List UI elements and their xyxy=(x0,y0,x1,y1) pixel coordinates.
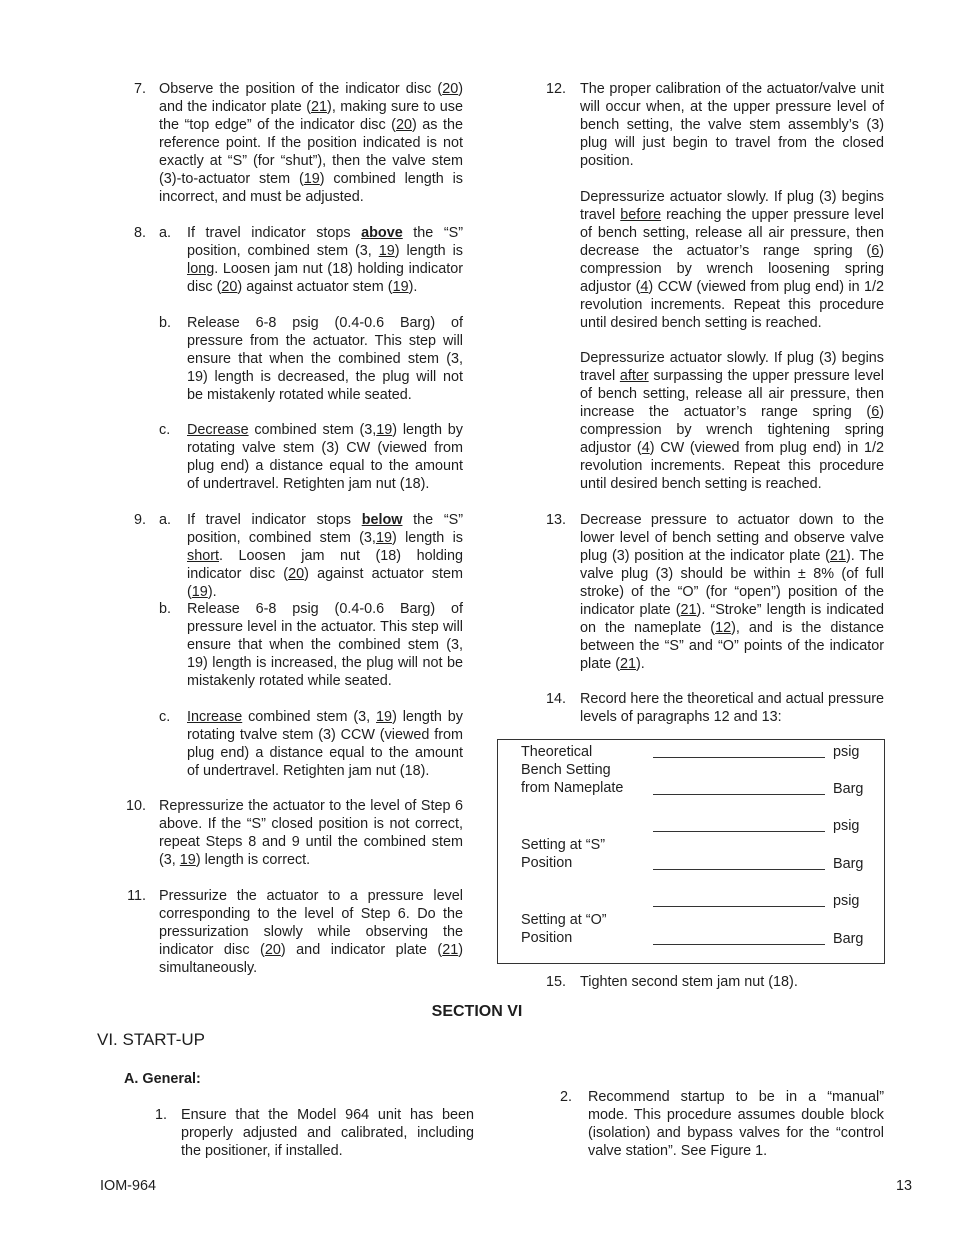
step-8a-text: If travel indicator stops above the “S” position, combined stem (3, 19) length is long. Loosen jam nut (18) holding indicator disc (20) against actuator stem (19). xyxy=(187,225,464,295)
step-12-para-2: Depressurize actuator slowly. If plug (3) begins travel before reaching the upper pressure level of bench setting, release all air pressure, then decrease the actuator’s range spring (6) compression by wrench loosening spring adjustor (4) CCW (viewed from plug end) in 1/2 revolution increments. Repeat this procedure until desired bench setting is reached. xyxy=(580,189,884,331)
setting-s-label: Setting at “S” Position xyxy=(521,837,605,871)
step-number: 15. xyxy=(545,974,566,990)
unit-label: Barg xyxy=(833,781,864,797)
sub-label: a. xyxy=(159,512,172,528)
psig-blank-line[interactable] xyxy=(653,757,825,758)
barg-blank-line[interactable] xyxy=(653,869,825,870)
step-12-para-1: The proper calibration of the actuator/valve unit will occur when, at the upper pressure level of bench setting, the valve stem assembly’s (3) plug will just begin to travel from the closed position. xyxy=(580,81,884,169)
step-13-text: Decrease pressure to actuator down to the lower level of bench setting and observe valve plug (3) position at the indicator plate (21). The valve plug (3) should be within ± 8% (of full stroke) of the “O” (for “open”) position of the indicator plate (21). “Stroke” length is indicated on the nameplate (12), and is the distance between the “S” and “O” points of the indicator plate (21). xyxy=(580,512,884,672)
section-heading: VI. START-UP xyxy=(97,1030,206,1049)
step-9b-text: Release 6-8 psig (0.4-0.6 Barg) of pressure level in the actuator. This step will ensure that when the combined stem (3, 19) length is increased, the plug will not be mistakenly rotated while seated. xyxy=(187,601,463,689)
setting-o-label: Setting at “O” Position xyxy=(521,912,607,946)
step-15-text: Tighten second stem jam nut (18). xyxy=(580,974,798,990)
startup-step-2-text: Recommend startup to be in a “manual” mode. This procedure assumes double block (isolation) and bypass valves for the “control valve station”. See Figure 1. xyxy=(588,1089,884,1159)
step-number: 8. xyxy=(133,225,146,241)
step-8c-text: Decrease combined stem (3,19) length by rotating valve stem (3) CW (viewed from plug end) a distance equal to the amount of undertravel. Retighten jam nut (18). xyxy=(187,422,464,492)
section-title: SECTION VI xyxy=(431,1003,523,1020)
theoretical-label: Theoretical Bench Setting from Nameplate xyxy=(521,744,624,796)
step-8b-text: Release 6-8 psig (0.4-0.6 Barg) of pressure from the actuator. This step will ensure that when the combined stem (3, 19) length is decreased, the plug will not be mistakenly rotated while seated. xyxy=(187,315,463,403)
sub-label: b. xyxy=(159,315,172,331)
sub-label: c. xyxy=(159,422,171,438)
page-number: 13 xyxy=(895,1178,912,1194)
step-number: 11. xyxy=(127,888,146,904)
unit-label: Barg xyxy=(833,931,864,947)
step-11-text: Pressurize the actuator to a pressure level corresponding to the level of Step 6. Do the pressurization slowly while observing the indicator disc (20) and indicator plate (21) simultaneously. xyxy=(159,888,463,976)
unit-label: psig xyxy=(833,818,860,834)
step-12-para-3: Depressurize actuator slowly. If plug (3) begins travel after surpassing the upper pressure level of bench setting, release all air pressure, then increase the actuator’s range spring (6) compression by wrench tightening spring adjustor (4) CW (viewed from plug end) in 1/2 revolution increments. Repeat this procedure until desired bench setting is reached. xyxy=(580,350,884,492)
step-number: 1. xyxy=(154,1107,167,1123)
barg-blank-line[interactable] xyxy=(653,794,825,795)
unit-label: psig xyxy=(833,893,860,909)
unit-label: psig xyxy=(833,744,860,760)
step-number: 9. xyxy=(133,512,146,528)
psig-blank-line[interactable] xyxy=(653,831,825,832)
sub-label: a. xyxy=(159,225,172,241)
step-number: 14. xyxy=(545,691,566,707)
step-number: 12. xyxy=(545,81,566,97)
unit-label: Barg xyxy=(833,856,864,872)
step-14-text: Record here the theoretical and actual pressure levels of paragraphs 12 and 13: xyxy=(580,691,884,725)
psig-blank-line[interactable] xyxy=(653,906,825,907)
startup-step-1-text: Ensure that the Model 964 unit has been properly adjusted and calibrated, including the positioner, if installed. xyxy=(181,1107,474,1159)
step-number: 13. xyxy=(545,512,566,528)
subsection-heading: A. General: xyxy=(124,1071,201,1087)
pressure-record-box xyxy=(497,739,885,964)
step-10-text: Repressurize the actuator to the level of Step 6 above. If the “S” closed position is not correct, repeat Steps 8 and 9 until the combined stem (3, 19) length is correct. xyxy=(159,798,463,868)
step-number: 7. xyxy=(133,81,146,97)
step-number: 2. xyxy=(559,1089,572,1105)
sub-label: b. xyxy=(159,601,172,617)
step-7-text: Observe the position of the indicator disc (20) and the indicator plate (21), making sure to use the “top edge” of the indicator disc (20) as the reference point. If the position indicated is not exactly at “S” (for “shut”), then the valve stem (3)-to-actuator stem (19) combined length is incorrect, and must be adjusted. xyxy=(159,81,464,205)
document-id: IOM-964 xyxy=(100,1178,156,1194)
step-9a-text: If travel indicator stops below the “S” position, combined stem (3,19) length is short. Loosen jam nut (18) holding indicator disc (20) against actuator stem (19). xyxy=(187,512,464,600)
barg-blank-line[interactable] xyxy=(653,944,825,945)
step-number: 10. xyxy=(125,798,146,814)
sub-label: c. xyxy=(159,709,171,725)
step-9c-text: Increase combined stem (3, 19) length by rotating tvalve stem (3) CCW (viewed from plug end) a distance equal to the amount of undertravel. Retighten jam nut (18). xyxy=(187,709,463,779)
